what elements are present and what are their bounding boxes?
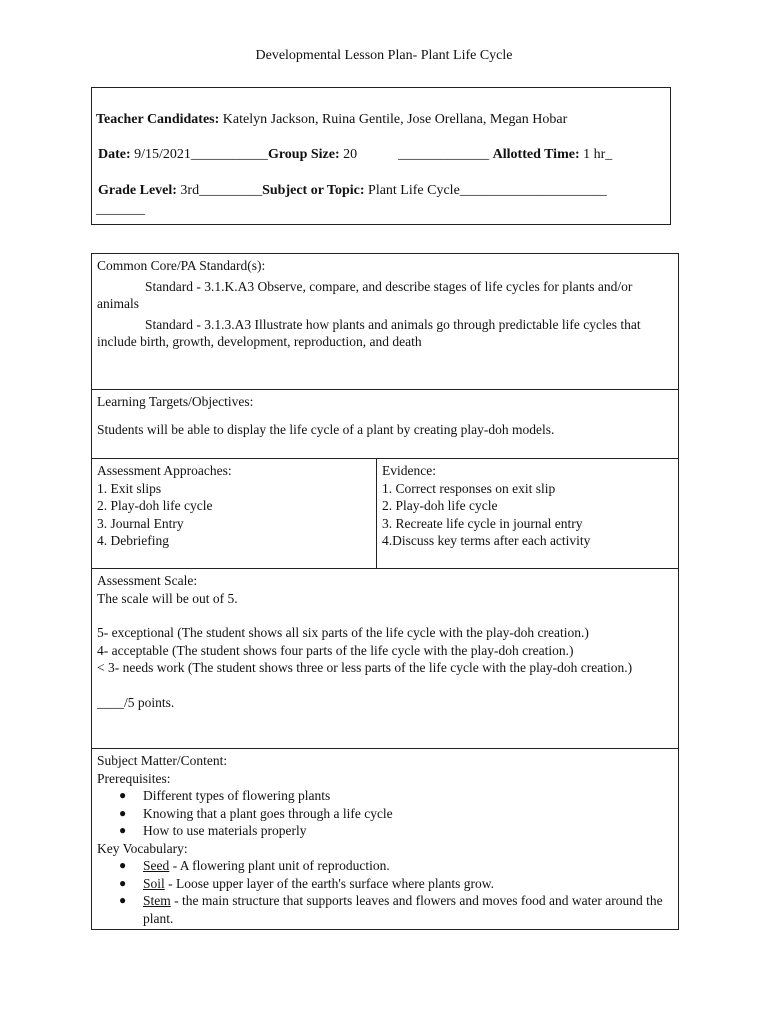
vocab-term: Soil (143, 875, 165, 891)
date-line (98, 147, 612, 163)
assessment-approaches (92, 459, 377, 568)
teacher-line (96, 112, 567, 128)
vocab-list (97, 857, 673, 927)
group-blank: _____________ (398, 147, 490, 162)
vocab-heading: Key Vocabulary: (97, 840, 188, 856)
group-size-value: 20 (343, 147, 358, 162)
standards-section (92, 254, 678, 390)
scale-level: 4- acceptable (The student shows four parts of the life cycle with the play-doh creation.) (97, 642, 574, 658)
evidence-item: 1. Correct responses on exit slip (382, 480, 556, 496)
approach-item: 1. Exit slips (97, 480, 162, 496)
subject-content-section (92, 749, 678, 929)
bullet-icon: ● (119, 875, 127, 890)
evidence-heading: Evidence: (382, 463, 436, 478)
list-item: ● How to use materials properly (119, 823, 307, 838)
assessment-evidence (377, 459, 678, 568)
vocab-term: Stem (143, 893, 171, 908)
assessment-section (92, 459, 678, 569)
approach-item: 2. Play-doh life cycle (97, 498, 213, 513)
prereq-heading: Prerequisites: (97, 770, 171, 786)
list-item: ● Knowing that a plant goes through a life cycle (119, 805, 393, 821)
approach-item: 3. Journal Entry (97, 515, 184, 531)
list-item (119, 857, 673, 875)
list-item (119, 892, 673, 927)
allotted-time-label: Allotted Time: (492, 147, 580, 162)
bullet-icon: ● (119, 788, 127, 802)
standard-item: Standard - 3.1.K.A3 Observe, compare, and describe stages of life cycles for plants and/or animals (97, 278, 633, 311)
date-label: Date: (98, 147, 131, 162)
assessment-scale-section (92, 569, 678, 749)
bullet-icon: ● (119, 805, 127, 820)
approach-item: 4. Debriefing (97, 533, 169, 548)
vocab-definition: - Loose upper layer of the earth's surface where plants grow. (164, 875, 494, 891)
list-item: ● Different types of flowering plants (119, 788, 331, 803)
group-size-label: Group Size: (267, 147, 340, 162)
subject-value: Plant Life Cycle_____________________ (368, 183, 607, 198)
teacher-value: Katelyn Jackson, Ruina Gentile, Jose Orellana, Megan Hobar (222, 112, 568, 127)
scale-level: 5- exceptional (The student shows all six parts of the life cycle with the play-doh creation.) (97, 625, 589, 640)
objectives-section (92, 390, 678, 459)
approaches-heading: Assessment Approaches: (97, 463, 232, 478)
scale-intro: The scale will be out of 5. (97, 590, 238, 606)
objectives-text: Students will be able to display the life cycle of a plant by creating play-doh models. (97, 421, 555, 437)
vocab-definition: - the main structure that supports leaves and flowers and moves food and water around the plant. (143, 893, 663, 926)
vocab-term: Seed (143, 858, 170, 873)
standard-item: Standard - 3.1.3.A3 Illustrate how plants and animals go through predictable life cycles that include birth, growth, development, reproduction, and death (97, 316, 641, 349)
date-value: 9/15/2021___________ (134, 147, 268, 162)
grade-level-label: Grade Level: (98, 183, 177, 198)
lesson-plan-table (91, 253, 679, 930)
evidence-item: 2. Play-doh life cycle (382, 498, 498, 513)
evidence-item: 4.Discuss key terms after each activity (382, 533, 591, 548)
scale-level: < 3- needs work (The student shows three or less parts of the life cycle with the play-doh creation.) (97, 660, 633, 675)
prereq-list (97, 787, 673, 840)
content-heading: Subject Matter/Content: (97, 753, 228, 768)
teacher-label: Teacher Candidates: (96, 112, 220, 127)
trailing-blank: _______ (96, 202, 145, 217)
vocab-definition: - A flowering plant unit of reproduction. (169, 858, 390, 873)
grade-line (98, 183, 607, 199)
scale-points: ____/5 points. (97, 694, 175, 710)
grade-level-value: 3rd_________ (180, 183, 263, 198)
bullet-icon: ● (119, 823, 127, 837)
header-info-box (91, 87, 671, 225)
bullet-icon: ● (119, 893, 127, 907)
bullet-icon: ● (119, 858, 127, 872)
allotted-time-value: 1 hr_ (583, 147, 613, 162)
scale-heading: Assessment Scale: (97, 573, 198, 588)
page-title: Developmental Lesson Plan- Plant Life Cycle (255, 48, 513, 63)
standards-heading: Common Core/PA Standard(s): (97, 258, 266, 273)
list-item (119, 875, 673, 893)
evidence-item: 3. Recreate life cycle in journal entry (382, 515, 583, 531)
objectives-heading: Learning Targets/Objectives: (97, 394, 254, 409)
subject-label: Subject or Topic: (262, 183, 365, 198)
